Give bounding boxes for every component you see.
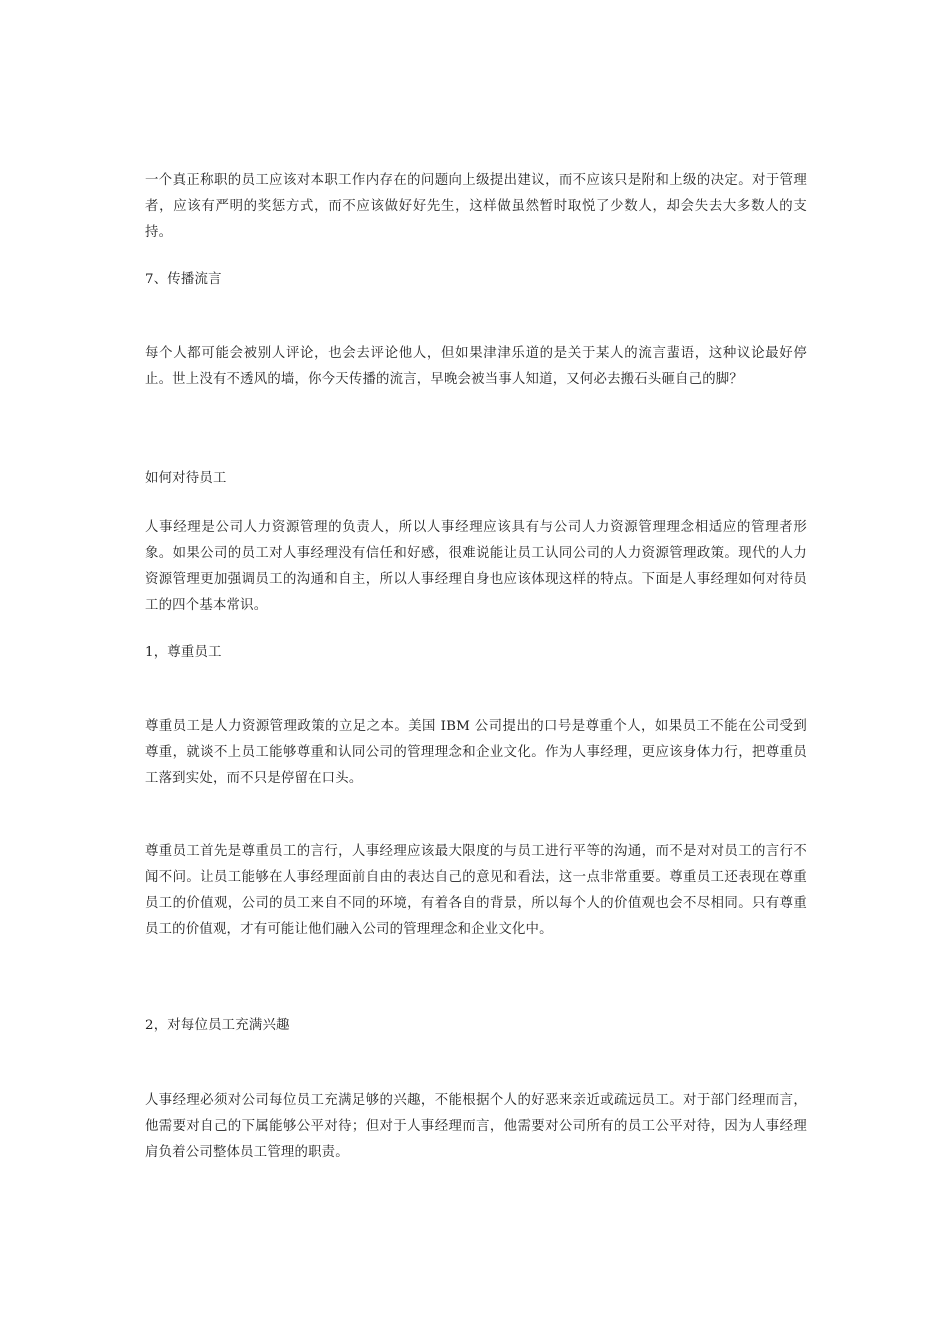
section-heading-spreading-rumors: 7、传播流言: [145, 272, 222, 287]
section-heading-treating-employees: 如何对待员工: [145, 471, 227, 486]
paragraph-respect-words-values: 尊重员工首先是尊重员工的言行，人事经理应该最大限度的与员工进行平等的沟通，而不是对对员工的言行不闻不问。让员工能够在人事经理面前自由的表达自己的意见和看法，这一点非常重要。尊重员工还表现在尊重员工的价值观，公司的员工来自不同的环境，有着各自的背景，所以每个人的价值观也会不尽相同。只有尊重员工的价值观，才有可能让他们融入公司的管理理念和企业文化中。: [145, 844, 807, 937]
paragraph-fair-treatment: 人事经理必须对公司每位员工充满足够的兴趣，不能根据个人的好恶来亲近或疏远员工。对于部门经理而言，他需要对自己的下属能够公平对待；但对于人事经理而言，他需要对公司所有的员工公平对待，因为人事经理肩负着公司整体员工管理的职责。: [145, 1093, 807, 1160]
paragraph-hr-manager-role: 人事经理是公司人力资源管理的负责人，所以人事经理应该具有与公司人力资源管理理念相适应的管理者形象。如果公司的员工对人事经理没有信任和好感，很难说能让员工认同公司的人力资源管理政策。现代的人力资源管理更加强调员工的沟通和自主，所以人事经理自身也应该体现这样的特点。下面是人事经理如何对待员工的四个基本常识。: [145, 520, 807, 613]
paragraph-rumors: 每个人都可能会被别人评论，也会去评论他人，但如果津津乐道的是关于某人的流言蜚语，这种议论最好停止。世上没有不透风的墙，你今天传播的流言，早晚会被当事人知道，又何必去搬石头砸自己的脚？: [145, 346, 807, 387]
paragraph-respect-foundation: 尊重员工是人力资源管理政策的立足之本。美国 IBM 公司提出的口号是尊重个人，如果员工不能在公司受到尊重，就谈不上员工能够尊重和认同公司的管理理念和企业文化。作为人事经理，更应该身体力行，把尊重员工落到实处，而不只是停留在口头。: [145, 719, 807, 786]
section-heading-interest-in-employees: 2，对每位员工充满兴趣: [145, 1018, 290, 1033]
paragraph-employee-suggestions: 一个真正称职的员工应该对本职工作内存在的问题向上级提出建议，而不应该只是附和上级的决定。对于管理者，应该有严明的奖惩方式，而不应该做好好先生，这样做虽然暂时取悦了少数人，却会失去大多数人的支持。: [145, 173, 807, 240]
section-heading-respect-employees: 1，尊重员工: [145, 645, 222, 660]
